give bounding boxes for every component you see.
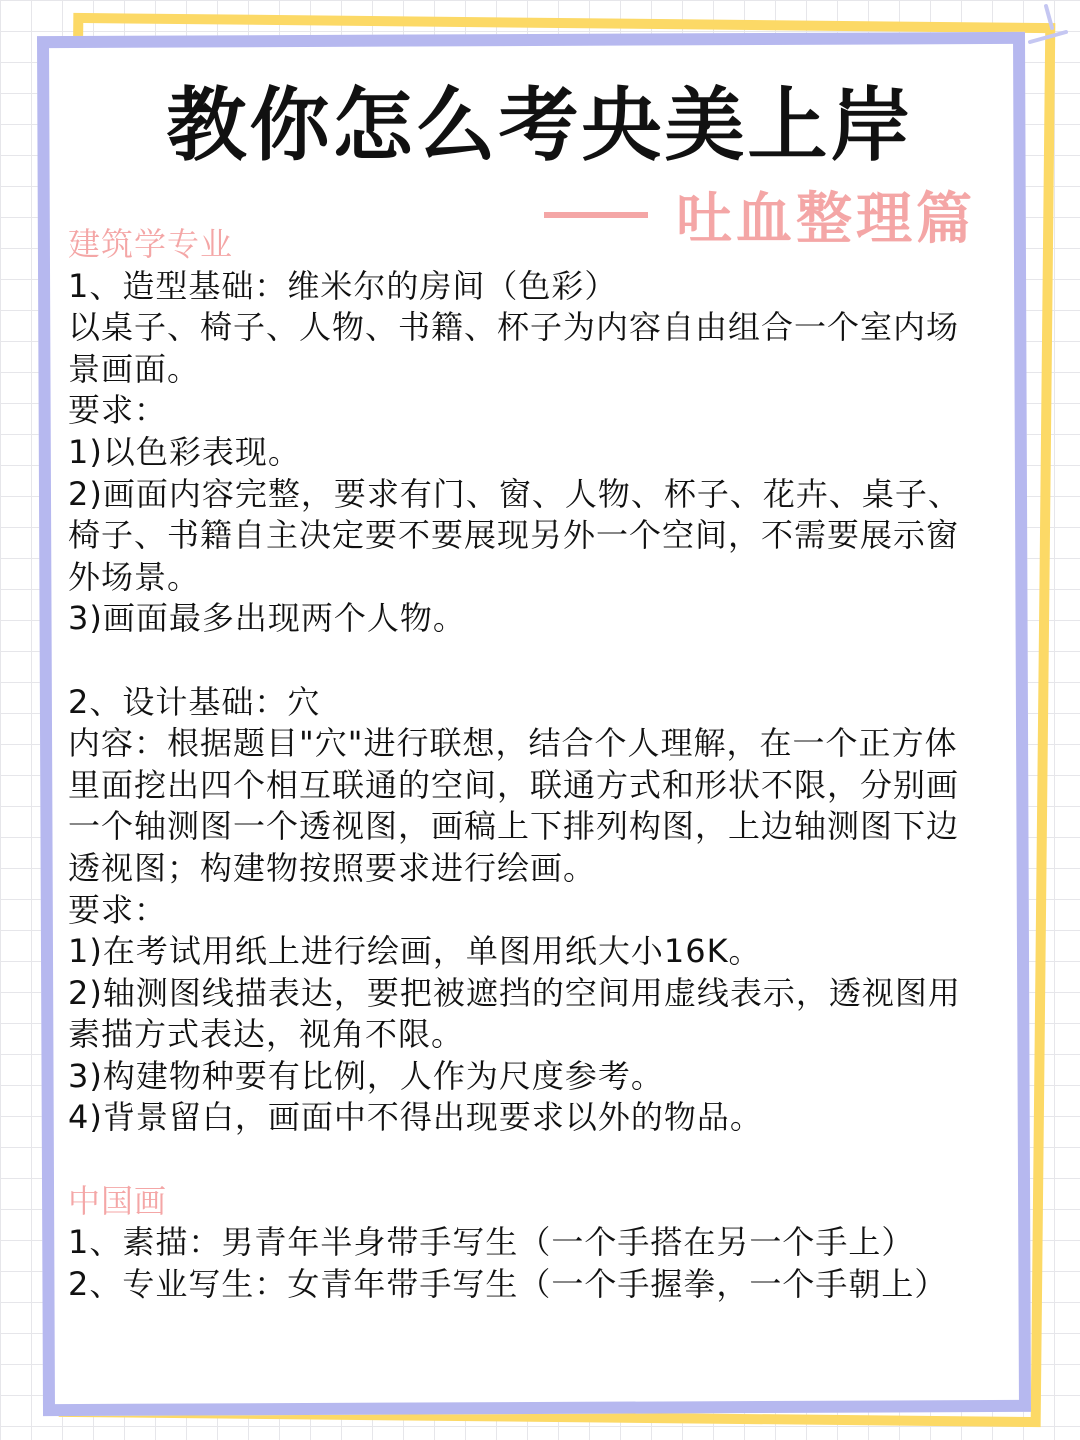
body-paragraph: 4)背景留白，画面中不得出现要求以外的物品。: [68, 1098, 763, 1137]
section-heading-chinese-painting: 中国画: [68, 1181, 168, 1220]
body-paragraph: 要求：: [68, 391, 168, 430]
item-heading: 2、设计基础：穴: [68, 682, 321, 721]
body-paragraph: 要求：: [68, 890, 168, 929]
body-paragraph: 3)画面最多出现两个人物。: [68, 599, 466, 638]
document-body: [68, 224, 990, 1305]
body-paragraph: 2、专业写生：女青年带手写生（一个手握拳，一个手朝上）: [68, 1264, 948, 1303]
spacer: [68, 640, 990, 682]
body-paragraph: 1、素描：男青年半身带手写生（一个手搭在另一个手上）: [68, 1223, 915, 1262]
subtitle-text: 吐血整理篇: [676, 187, 976, 252]
body-paragraph: 内容：根据题目"穴"进行联想，结合个人理解，在一个正方体里面挖出四个相互联通的空间，联通方式和形状不限，分别画一个轴测图一个透视图，画稿上下排列构图，上边轴测图下边透视图；构建物按照要求进行绘画。: [68, 724, 960, 887]
sparkle-lines-icon: [1016, 2, 1076, 52]
body-paragraph: 1)在考试用纸上进行绘画，单图用纸大小16K。: [68, 932, 762, 971]
body-paragraph: 3)构建物种要有比例，人作为尺度参考。: [68, 1056, 664, 1095]
body-paragraph: 2)轴测图线描表达，要把被遮挡的空间用虚线表示，透视图用素描方式表达，视角不限。: [68, 973, 961, 1054]
spacer: [68, 1139, 990, 1181]
item-heading: 1、造型基础：维米尔的房间（色彩）: [68, 266, 618, 305]
body-paragraph: 以桌子、椅子、人物、书籍、杯子为内容自由组合一个室内场景画面。: [68, 308, 960, 388]
page-title: 教你怎么考央美上岸: [166, 79, 914, 172]
body-paragraph: 1)以色彩表现。: [68, 432, 301, 471]
body-paragraph: 2)画面内容完整，要求有门、窗、人物、杯子、花卉、桌子、椅子、书籍自主决定要不要展现另外一个空间，不需要展示窗外场景。: [68, 474, 961, 596]
subtitle-dash: [544, 212, 648, 218]
section-heading-architecture: 建筑学专业: [68, 225, 234, 263]
